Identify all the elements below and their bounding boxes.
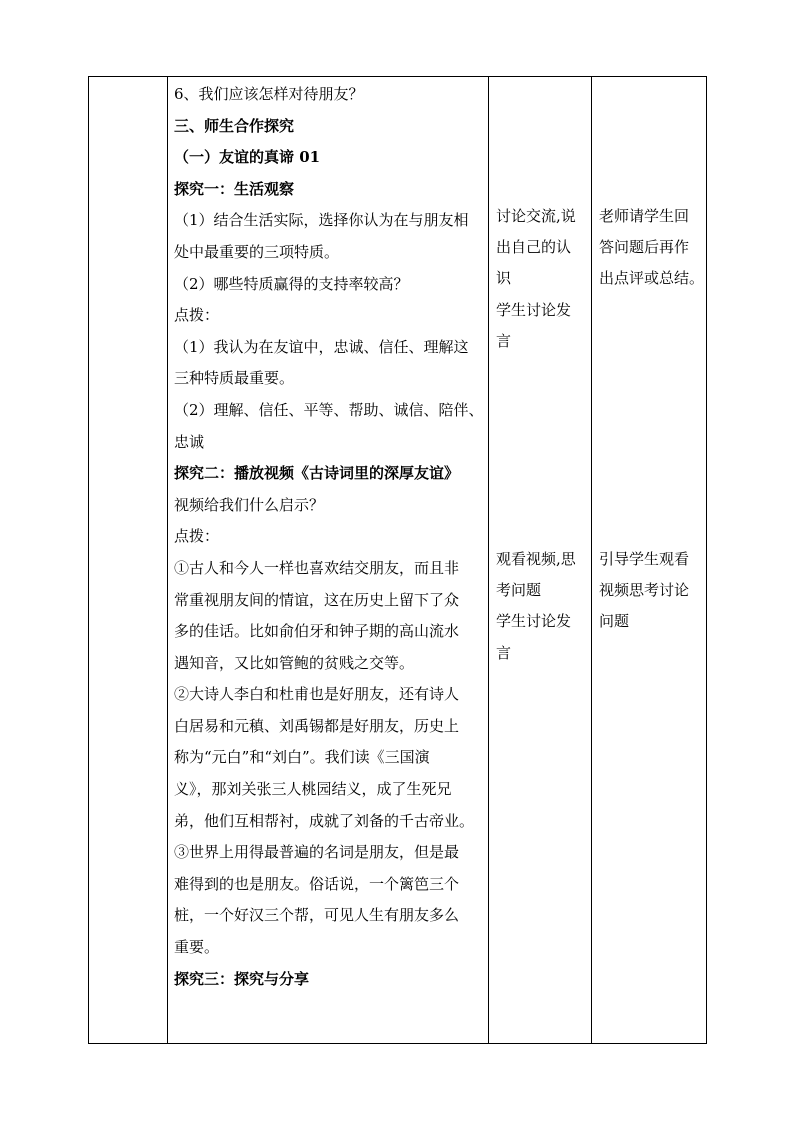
design-intent-cell-1 — [599, 201, 704, 295]
text-line: 三、师生合作探究 — [174, 116, 295, 135]
text-line: 答问题后再作 — [599, 238, 690, 257]
text-line: 视频思考讨论 — [599, 581, 690, 600]
text-line: 忠诚 — [174, 432, 205, 451]
design-intent-cell-2 — [599, 544, 689, 638]
text-line: 探究一：生活观察 — [174, 179, 295, 198]
text-line: 引导学生观看 — [599, 550, 690, 568]
text-line: 探究三：探究与分享 — [174, 969, 310, 988]
text-line: 视频给我们什么启示？ — [174, 495, 325, 514]
text-line: 点拨： — [174, 306, 220, 325]
teaching-content-cell — [174, 79, 484, 995]
text-line: 出点评或总结。 — [599, 269, 705, 288]
text-line: （2）理解、信任、平等、帮助、诚信、陪伴、 — [174, 400, 484, 419]
text-line: 学生讨论发 — [496, 612, 572, 631]
text-line: 重要。 — [174, 938, 220, 957]
text-line: 称为“元白”和“刘白”。我们读《三国演 — [174, 748, 430, 767]
text-line: 出自己的认 — [496, 238, 572, 257]
text-line: 处中最重要的三项特质。 — [174, 242, 340, 261]
column-divider-1 — [167, 76, 168, 1044]
text-line: 多的佳话。比如俞伯牙和钟子期的高山流水 — [174, 622, 460, 641]
student-activity-cell-2 — [496, 544, 576, 669]
column-divider-2 — [488, 76, 489, 1044]
text-line: 点拨： — [174, 527, 220, 546]
text-line: 识 — [496, 269, 512, 288]
text-line: ③世界上用得最普遍的名词是朋友，但是最 — [174, 843, 460, 862]
text-line: 白居易和元稹、刘禹锡都是好朋友，历史上 — [174, 716, 460, 735]
text-line: 探究二：播放视频《古诗词里的深厚友谊》 — [174, 464, 460, 483]
text-line: （一）友谊的真谛 01 — [174, 148, 321, 167]
text-line: 学生讨论发 — [496, 300, 572, 319]
text-line: 言 — [496, 331, 512, 350]
student-activity-cell-1 — [496, 201, 576, 357]
text-line: （1）结合生活实际，选择你认为在与朋友相 — [174, 211, 469, 230]
text-line: ②大诗人李白和杜甫也是好朋友，还有诗人 — [174, 685, 460, 704]
text-line: 考问题 — [496, 581, 542, 600]
text-line: 难得到的也是朋友。俗话说，一个篱笆三个 — [174, 874, 460, 893]
text-line: 观看视频,思 — [496, 550, 576, 568]
text-line: ①古人和今人一样也喜欢结交朋友，而且非 — [174, 558, 460, 577]
text-line: 讨论交流,说 — [496, 207, 576, 225]
text-line: 问题 — [599, 612, 630, 631]
text-line: 6、我们应该怎样对待朋友？ — [174, 85, 364, 103]
text-line: 常重视朋友间的情谊，这在历史上留下了众 — [174, 590, 460, 609]
text-line: 言 — [496, 643, 512, 662]
table-right-border — [706, 76, 707, 1044]
text-line: 义》，那刘关张三人桃园结义，成了生死兄 — [174, 780, 452, 799]
text-line: 三种特质最重要。 — [174, 369, 295, 388]
text-line: 弟，他们互相帮衬，成就了刘备的千古帝业。 — [174, 811, 475, 830]
table-bottom-border — [88, 1043, 707, 1044]
table-left-border — [88, 76, 89, 1044]
text-line: 老师请学生回 — [599, 207, 690, 225]
text-line: （2）哪些特质赢得的支持率较高？ — [174, 274, 409, 293]
text-line: （1）我认为在友谊中，忠诚、信任、理解这 — [174, 337, 469, 356]
column-divider-3 — [591, 76, 592, 1044]
table-top-border — [88, 76, 707, 77]
text-line: 桩，一个好汉三个帮，可见人生有朋友多么 — [174, 906, 460, 925]
text-line: 遇知音，又比如管鲍的贫贱之交等。 — [174, 653, 415, 672]
